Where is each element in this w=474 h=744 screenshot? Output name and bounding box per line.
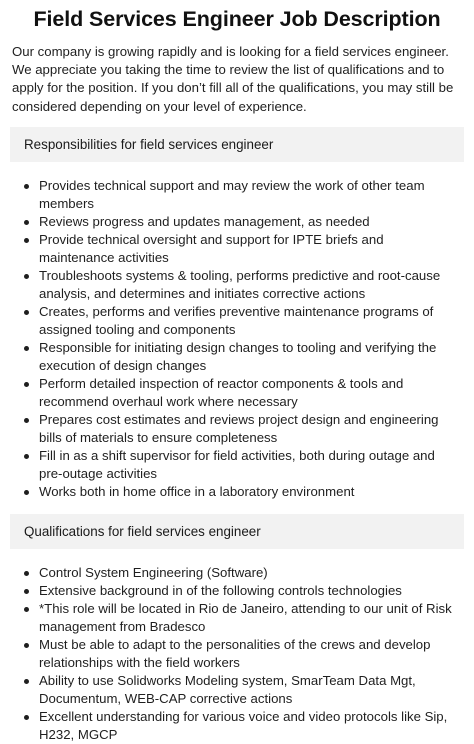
- list-item: Extensive background in of the following controls technologies: [39, 582, 464, 600]
- qualifications-heading: Qualifications for field services engineer: [24, 523, 261, 539]
- list-item: Provide technical oversight and support for IPTE briefs and maintenance activities: [39, 231, 464, 267]
- list-item: Must be able to adapt to the personalities of the crews and develop relationships with the field workers: [39, 636, 464, 672]
- responsibilities-list: [10, 177, 464, 501]
- list-item: Reviews progress and updates management, as needed: [39, 213, 464, 231]
- list-item: Responsible for initiating design changes to tooling and verifying the execution of design changes: [39, 339, 464, 375]
- responsibilities-heading: Responsibilities for field services engineer: [24, 136, 274, 152]
- list-item: Prepares cost estimates and reviews project design and engineering bills of materials to ensure completeness: [39, 411, 464, 447]
- list-item: Fill in as a shift supervisor for field activities, both during outage and pre-outage activities: [39, 447, 464, 483]
- list-item: Ability to use Solidworks Modeling system, SmarTeam Data Mgt, Documentum, WEB-CAP corrective actions: [39, 672, 464, 708]
- list-item: Excellent understanding for various voice and video protocols like Sip, H232, MGCP: [39, 708, 464, 744]
- responsibilities-header: [10, 127, 464, 162]
- list-item: Control System Engineering (Software): [39, 564, 464, 582]
- page-title: Field Services Engineer Job Description: [33, 7, 441, 31]
- list-item: Creates, performs and verifies preventive maintenance programs of assigned tooling and components: [39, 303, 464, 339]
- list-item: Works both in home office in a laboratory environment: [39, 483, 464, 501]
- qualifications-header: [10, 514, 464, 549]
- list-item: *This role will be located in Rio de Janeiro, attending to our unit of Risk management from Bradesco: [39, 600, 464, 636]
- intro-paragraph: Our company is growing rapidly and is looking for a field services engineer. We appreciate you taking the time to review the list of qualifications and to apply for the position. If you don’t fill all of the qualifications, you may still be considered depending on your level of experience.: [12, 44, 454, 114]
- list-item: Provides technical support and may review the work of other team members: [39, 177, 464, 213]
- list-item: Troubleshoots systems & tooling, performs predictive and root-cause analysis, and determines and initiates corrective actions: [39, 267, 464, 303]
- qualifications-list: [10, 564, 464, 744]
- list-item: Perform detailed inspection of reactor components & tools and recommend overhaul work where necessary: [39, 375, 464, 411]
